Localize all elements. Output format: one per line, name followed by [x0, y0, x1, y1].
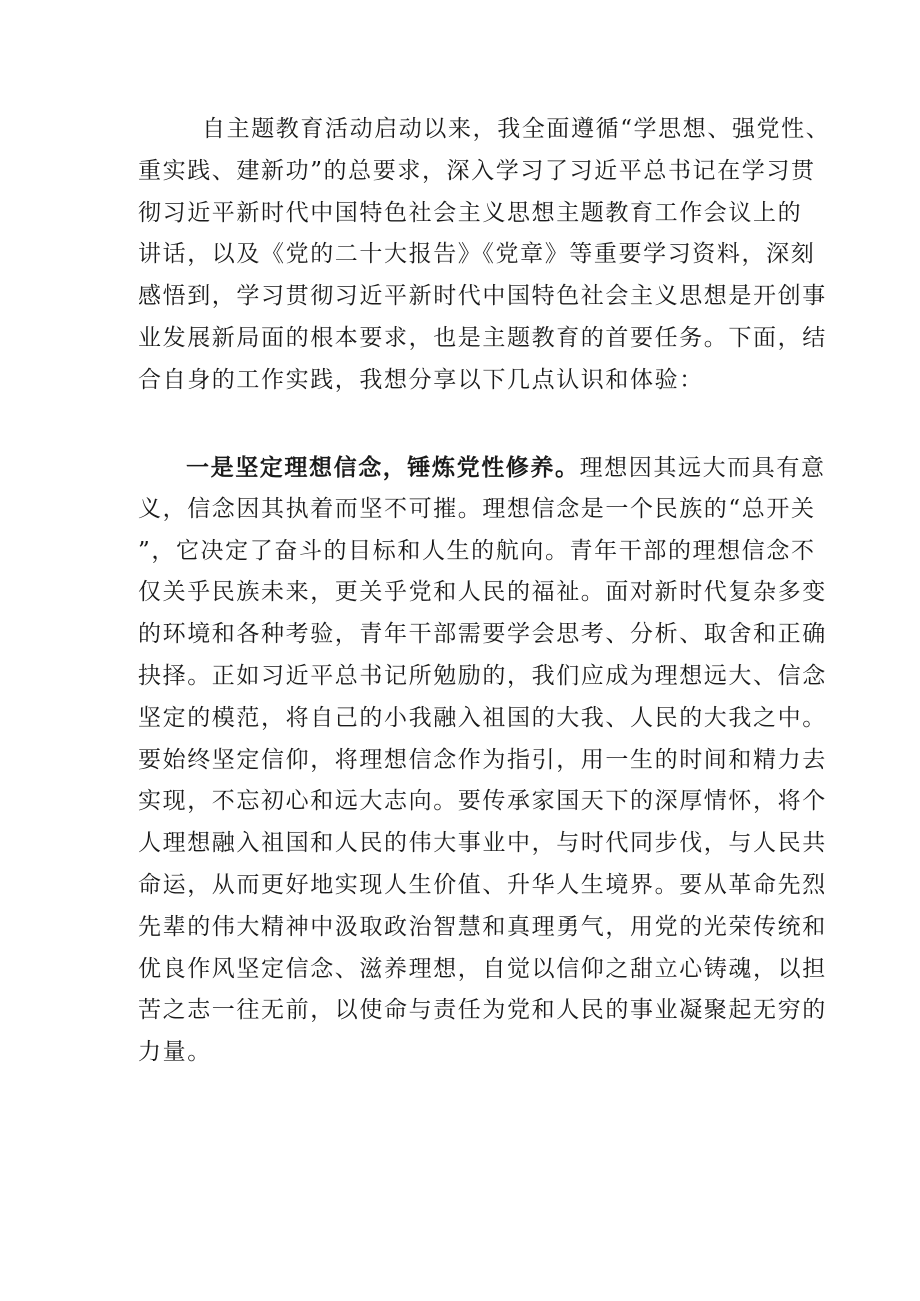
paragraph-line: 讲话，以及《党的二十大报告》《党章》等重要学习资料，深刻: [138, 241, 816, 268]
paragraph-line: 仅关乎民族未来，更关乎党和人民的福祉。面对新时代复杂多变: [138, 579, 827, 606]
paragraph-line: 感悟到，学习贯彻习近平新时代中国特色社会主义思想是开创事: [138, 283, 827, 310]
paragraph-line: 要始终坚定信仰，将理想信念作为指引，用一生的时间和精力去: [138, 746, 827, 773]
paragraph-line: 苦之志一往无前，以使命与责任为党和人民的事业凝聚起无穷的: [138, 997, 827, 1024]
paragraph-line: 命运，从而更好地实现人生价值、升华人生境界。要从革命先烈: [138, 871, 827, 898]
paragraph-line: 力量。: [138, 1039, 212, 1066]
paragraph-line: 优良作风坚定信念、滋养理想，自觉以信仰之甜立心铸魂，以担: [138, 955, 827, 982]
first-point-paragraph: [138, 447, 827, 1074]
paragraph-line: 彻习近平新时代中国特色社会主义思想主题教育工作会议上的: [138, 199, 803, 226]
paragraph-line: 合自身的工作实践，我想分享以下几点认识和体验：: [138, 366, 704, 393]
paragraph-line: 实现，不忘初心和远大志向。要传承家国天下的深厚情怀，将个: [138, 788, 827, 815]
paragraph-line: 业发展新局面的根本要求，也是主题教育的首要任务。下面，结: [138, 324, 827, 351]
paragraph-line: 义，信念因其执着而坚不可摧。理想信念是一个民族的“总开关: [138, 495, 816, 522]
paragraph-line: 抉择。正如习近平总书记所勉励的，我们应成为理想远大、信念: [138, 662, 827, 689]
paragraph-line: 自主题教育活动启动以来，我全面遵循“学思想、强党性、: [202, 116, 831, 142]
paragraph-first-line: [138, 447, 826, 489]
paragraph-line: ”，它决定了奋斗的目标和人生的航向。青年干部的理想信念不: [138, 537, 816, 564]
paragraph-line: 人理想融入祖国和人民的伟大事业中，与时代同步伐，与人民共: [138, 830, 827, 857]
paragraph-line: 的环境和各种考验，青年干部需要学会思考、分析、取舍和正确: [138, 621, 827, 648]
paragraph-line: 重实践、建新功”的总要求，深入学习了习近平总书记在学习贯: [138, 157, 816, 184]
point-heading: 一是坚定理想信念，锤炼党性修养。: [186, 454, 580, 481]
paragraph-line: 坚定的模范，将自己的小我融入祖国的大我、人民的大我之中。: [138, 704, 827, 731]
first-line-text: 理想因其远大而具有意: [579, 455, 826, 481]
intro-paragraph: [138, 109, 831, 402]
paragraph-line: 先辈的伟大精神中汲取政治智慧和真理勇气，用党的光荣传统和: [138, 913, 827, 940]
